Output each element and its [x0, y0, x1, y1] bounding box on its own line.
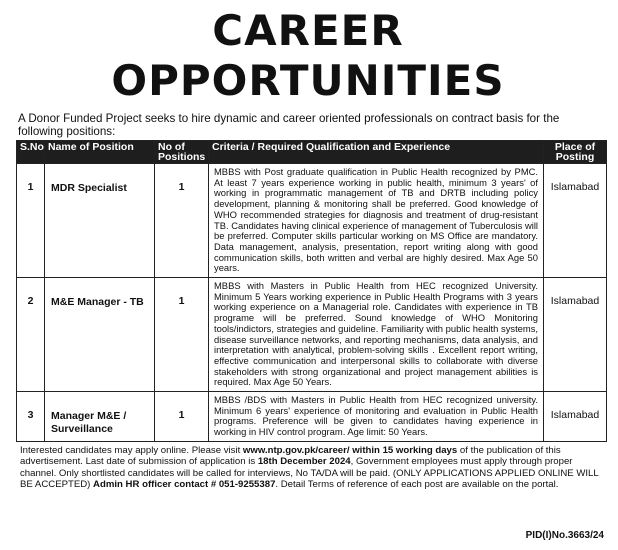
row-place: Islamabad: [544, 278, 607, 392]
footer-part-3: , Government employees must apply through proper channel. Only shortlisted candidates will be called for interviews, No TA/DA will be paid. (ONLY APPLICATIONS APPLIED ONLINE WILL BE ACCEPTED): [20, 456, 599, 491]
row-criteria: MBBS with Masters in Public Health from HEC recognized University. Minimum 5 Years working experience in Public Health Programs with 3 years working experience on a Managerial role. Candidates with experience in TB programe will be preferred. Sound knowledge of WHO Monitoring tools/indictors, strategies and guideline. Familiarity with public health systems, disease surveillance networks, and reporting mechanisms, data analysis, and interpretation with analytical, problem-solving skills . Excellent report writing, effective communication and interpersonal skills to collaborate with diverse stakeholders with strong organizational and project management abilities is required. Max Age 50 Years.: [209, 278, 544, 392]
table-row: [17, 164, 607, 278]
intro-text: A Donor Funded Project seeks to hire dynamic and career oriented professionals on contract basis for the following positions:: [18, 112, 560, 138]
page-title: CAREER OPPORTUNITIES: [111, 6, 505, 105]
table-header-row: [17, 141, 607, 164]
row-position: MDR Specialist: [45, 164, 155, 278]
footer-part-1: Interested candidates may apply online. Please visit: [20, 444, 243, 456]
header-position: Name of Position: [45, 141, 155, 164]
row-place: Islamabad: [544, 392, 607, 442]
row-position: M&E Manager - TB: [45, 278, 155, 392]
table-row: [17, 278, 607, 392]
table-row: [17, 392, 607, 442]
row-criteria: MBBS with Post graduate qualification in Public Health recognized by PMC. At least 7 years experience working in public health, minimum 3 years' of working in programmatic management of TB and DRTB including policy development, planning & monitoring shall be preferred. Good knowledge of WHO recommended strategies for diagnosis and treatment of drug-resistant TB. Candidates having clinical experience of management of Tuberculosis will be preferred. Computer skills particular working on MS Office are mandatory. Data management, analysis, presentation, report writing along with good communication skills, both written and verbal are highly desired. Max Age 50 years.: [209, 164, 544, 278]
row-count: 1: [155, 164, 209, 278]
header-positions-count: No of Positions: [155, 141, 209, 164]
header-sno: S.No: [17, 141, 45, 164]
row-criteria: MBBS /BDS with Masters in Public Health from HEC recognized university. Minimum 6 years' experience of monitoring and evaluation in Public Health programs. Preference will be given to candidates having experience in working in HIV control program. Age limit: 50 Years.: [209, 392, 544, 442]
career-portal-link[interactable]: www.ntp.gov.pk/career/ within 15 working days: [242, 444, 458, 456]
row-count: 1: [155, 392, 209, 442]
header-criteria: Criteria / Required Qualification and Experience: [209, 141, 544, 164]
deadline-date: 18th December 2024: [257, 456, 351, 468]
row-sno: 3: [17, 392, 45, 442]
positions-table: [16, 140, 607, 442]
row-position: Manager M&E / Surveillance: [45, 392, 155, 442]
row-place: Islamabad: [544, 164, 607, 278]
row-sno: 1: [17, 164, 45, 278]
row-sno: 2: [17, 278, 45, 392]
footer-part-4: . Detail Terms of reference of each post are available on the portal.: [275, 479, 559, 491]
pid-number: PID(I)No.3663/24: [525, 530, 604, 541]
footer-text: [14, 442, 604, 491]
header-place: Place of Posting: [544, 141, 607, 164]
hr-contact: Admin HR officer contact # 051-9255387: [93, 479, 276, 491]
row-count: 1: [155, 278, 209, 392]
footer-part-2: of the publication of this advertisement. Last date of submission of application is: [20, 444, 561, 468]
